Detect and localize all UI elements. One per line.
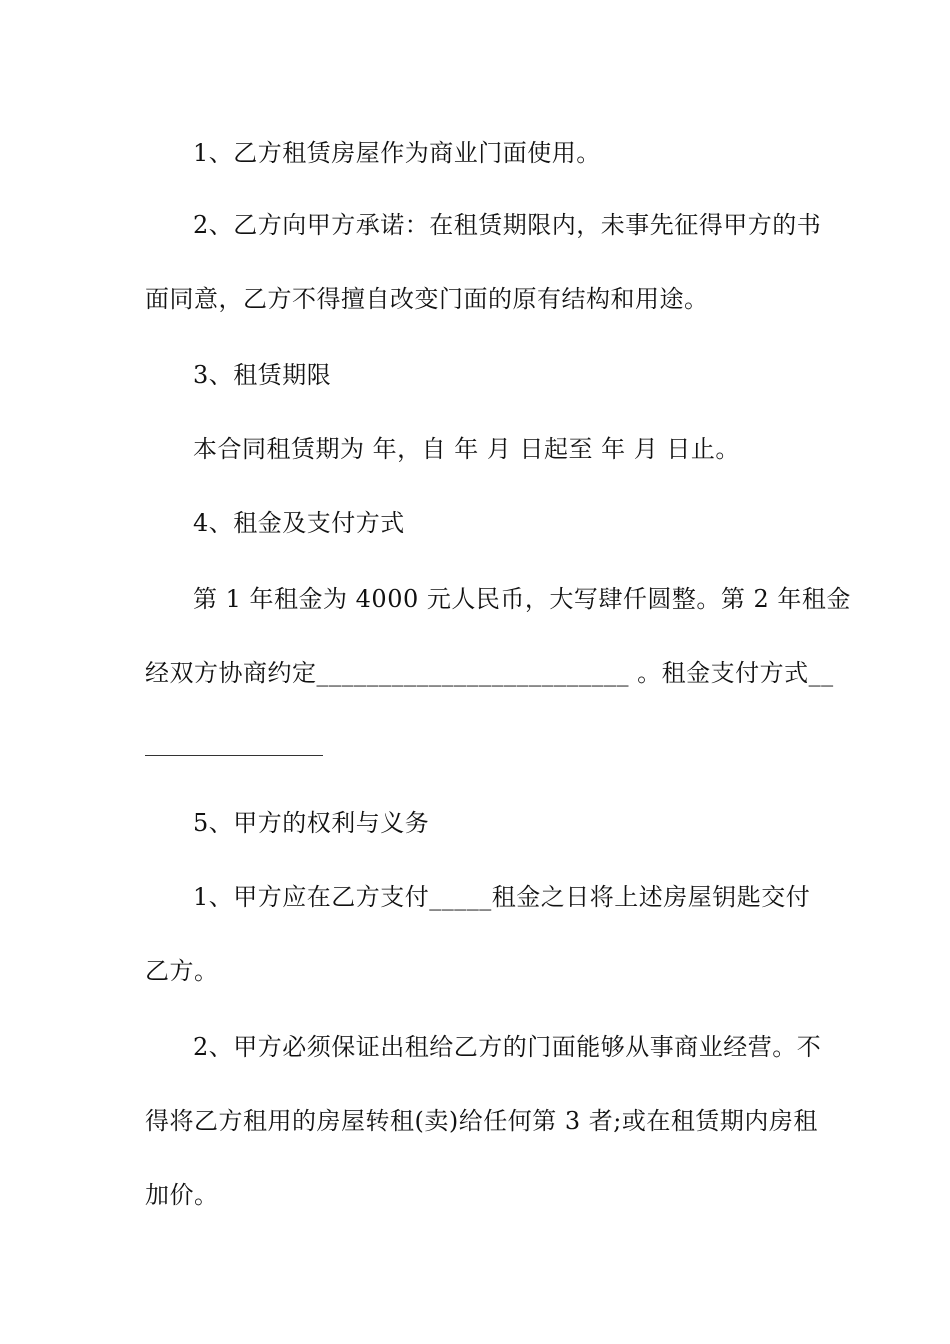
- blank-fill-line: [145, 755, 323, 756]
- clause-line-key-handover-cont: 乙方。: [145, 957, 219, 985]
- clause-line-1: 1、乙方租赁房屋作为商业门面使用。: [193, 139, 601, 167]
- clause-line-rent-increase: 加价。: [145, 1181, 219, 1209]
- section-heading-party-a-rights: 5、甲方的权利与义务: [193, 809, 430, 837]
- clause-line-rent-amount: 第 1 年租金为 4000 元人民币，大写肆仟圆整。第 2 年租金: [193, 585, 851, 613]
- clause-line-sublet-restriction: 得将乙方租用的房屋转租(卖)给任何第 3 者;或在租赁期内房租: [145, 1107, 818, 1135]
- clause-line-lease-period: 本合同租赁期为 年，自 年 月 日起至 年 月 日止。: [193, 435, 740, 463]
- clause-line-3: 面同意，乙方不得擅自改变门面的原有结构和用途。: [145, 285, 709, 313]
- section-heading-rent-payment: 4、租金及支付方式: [193, 509, 405, 537]
- clause-line-business-guarantee: 2、甲方必须保证出租给乙方的门面能够从事商业经营。不: [193, 1033, 822, 1061]
- clause-line-key-handover: 1、甲方应在乙方支付_____租金之日将上述房屋钥匙交付: [193, 883, 811, 911]
- clause-line-rent-agreement: 经双方协商约定_________________________ 。租金支付方式__: [145, 659, 834, 687]
- section-heading-lease-term: 3、租赁期限: [193, 361, 332, 389]
- clause-line-2: 2、乙方向甲方承诺：在租赁期限内，未事先征得甲方的书: [193, 211, 822, 239]
